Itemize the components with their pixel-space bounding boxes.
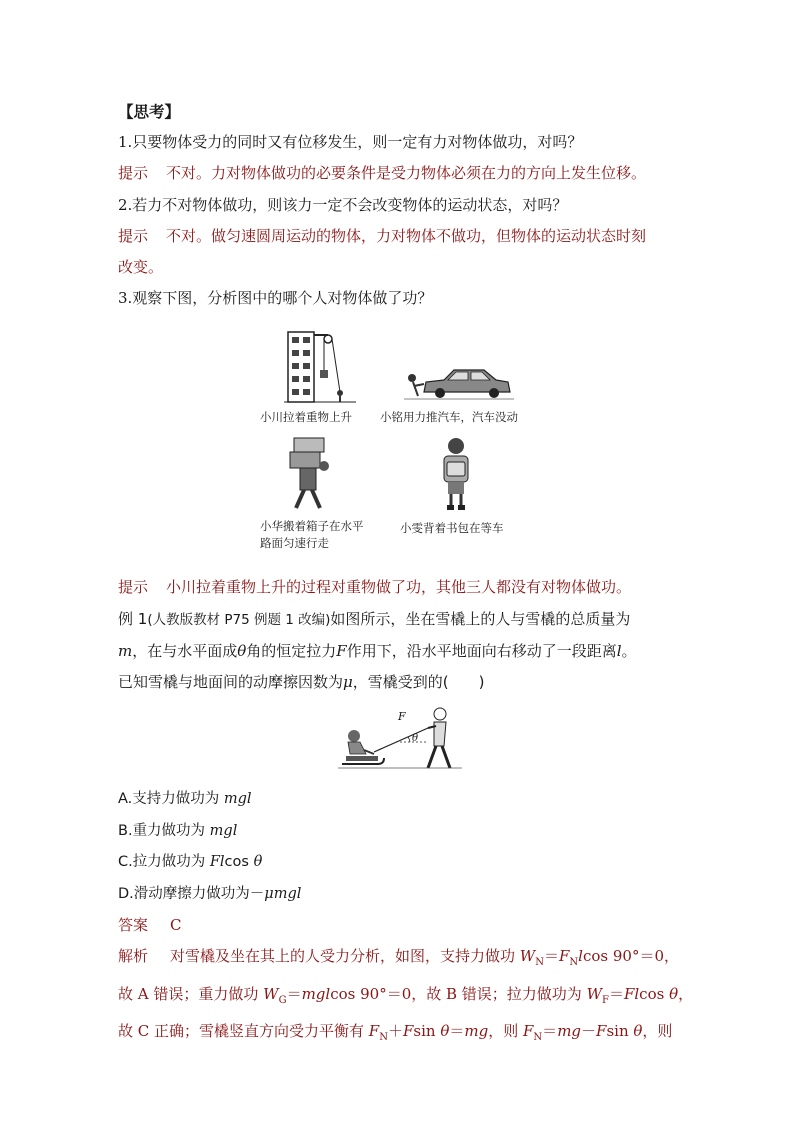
example-line-1 [118, 604, 678, 636]
example-line-3 [118, 667, 678, 698]
analysis-text: ，则 [488, 1021, 523, 1040]
option-b[interactable] [118, 816, 678, 848]
analysis-text: cos [639, 984, 670, 1003]
analysis-text: 对雪橇及坐在其上的人受力分析，如图，支持力做功 [170, 947, 520, 966]
example-source: (人教版教材 P75 例题 1 改编) [147, 611, 331, 628]
hint-2-text-line1: 不对。做匀速圆周运动的物体，力对物体不做功，但物体的运动状态时刻 [166, 226, 647, 245]
question-2: 2.若力不对物体做功，则该力一定不会改变物体的运动状态，对吗？ [118, 195, 568, 214]
question-3: 3.观察下图，分析图中的哪个人对物体做了功？ [118, 289, 433, 308]
backpack-wait-illustration [436, 436, 476, 512]
option-a[interactable] [118, 784, 678, 816]
var-F: F [336, 641, 347, 660]
analysis-label: 解析 [118, 947, 149, 966]
page-content [118, 96, 694, 1053]
hint-3-text: 小川拉着重物上升的过程对重物做了功，其他三人都没有对物体做功。 [166, 578, 632, 597]
hint-1 [118, 158, 678, 189]
option-expr-tail: cos [224, 854, 254, 871]
answer-label: 答案 [118, 916, 149, 935]
pulley-building-illustration [284, 330, 356, 404]
option-letter: B. [118, 822, 133, 839]
answer-line [118, 910, 678, 941]
hint-label: 提示 [118, 226, 149, 245]
hint-1-text: 不对。力对物体做功的必要条件是受力物体必须在力的方向上发生位移。 [166, 164, 647, 183]
hint-label: 提示 [118, 164, 149, 183]
option-letter: D. [118, 885, 134, 902]
analysis-text: sin [413, 1021, 441, 1040]
analysis-text: cos 90°＝0，故 B 错误；拉力做功为 [330, 984, 587, 1003]
analysis-text: cos 90°＝0， [582, 947, 679, 966]
example-text-2c: 作用下，沿水平地面向右移动了一段距离 [346, 641, 617, 660]
example-text-1: 如图所示，坐在雪橇上的人与雪橇的总质量为 [330, 609, 631, 628]
option-expr: μmgl [264, 885, 302, 902]
analysis-line-2: 故 A 错误；重力做功 $W_G=mglcos$ 90°＝0，故 B 错误；拉力做功为 $W_F=Flcos$ θ， [118, 984, 694, 1006]
box-caption-line2: 路面匀速行走 [260, 536, 329, 551]
pulley-caption: 小川拉着重物上升 [260, 410, 352, 425]
question-1: 1.只要物体受力的同时又有位移发生，则一定有力对物体做功，对吗？ [118, 133, 583, 152]
option-expr-var: θ [253, 854, 263, 871]
analysis-line-1: 解析 对雪橇及坐在其上的人受力分析，如图，支持力做功 $W_N=F_Nlcos$ 90°＝0， [118, 947, 679, 969]
box-carry-illustration [286, 436, 334, 512]
var-l: l [616, 641, 622, 660]
example-text-3a: 已知雪橇与地面间的动摩擦因数为 [118, 673, 344, 692]
hint-2-text-line2: 改变。 [118, 258, 164, 277]
option-text: 支持力做功为 [132, 791, 224, 808]
example-text-2b: 角的恒定拉力 [246, 641, 337, 660]
analysis-line-3: 故 C 正确；雪橇竖直方向受力平衡有 $F_N+Fsin$ θ＝mg，则 $F_N=mg-Fsin$ θ，则 [118, 1021, 673, 1043]
option-text: 滑动摩擦力做功为－ [133, 885, 265, 902]
option-expr: Fl [209, 854, 225, 871]
hint-2 [118, 221, 678, 252]
var-m: m [118, 641, 133, 660]
option-d[interactable] [118, 879, 678, 911]
option-text: 重力做功为 [132, 822, 210, 839]
analysis-text: sin [606, 1021, 634, 1040]
analysis-text: ，则 [642, 1021, 673, 1040]
box-caption-line1: 小华搬着箱子在水平 [260, 519, 364, 534]
option-letter: A. [118, 791, 133, 808]
analysis-text: ， [678, 984, 694, 1003]
hint-label: 提示 [118, 578, 149, 597]
bag-caption: 小雯背着书包在等车 [400, 521, 504, 536]
analysis-text: 故 C 正确；雪橇竖直方向受力平衡有 [118, 1021, 369, 1040]
answer-value: C [170, 916, 182, 935]
analysis-eq: ＝ [543, 947, 559, 966]
example-text-3b: ，雪橇受到的( ) [352, 673, 485, 692]
angle-label: θ [412, 733, 419, 745]
section-heading: 【思考】 [118, 102, 181, 121]
force-label: F [398, 710, 406, 724]
analysis-text: 故 A 错误；重力做功 [118, 984, 264, 1003]
box-caption [260, 518, 364, 552]
example-label: 例 1 [118, 609, 148, 628]
hint-3 [118, 572, 678, 603]
work-scenarios-figure [118, 322, 678, 562]
option-letter: C. [118, 854, 133, 871]
car-push-illustration [404, 362, 514, 404]
option-c[interactable] [118, 847, 678, 879]
car-caption: 小铭用力推汽车，汽车没动 [380, 410, 518, 425]
var-theta: θ [237, 641, 247, 660]
option-expr: mgl [223, 791, 252, 808]
option-expr: mgl [209, 822, 238, 839]
sled-figure [118, 702, 678, 780]
example-text-2a: ，在与水平面成 [132, 641, 238, 660]
option-text: 拉力做功为 [132, 854, 210, 871]
var-mu: μ [343, 673, 353, 692]
example-line-2: m，在与水平面成θ角的恒定拉力F作用下，沿水平地面向右移动了一段距离l。 [118, 641, 637, 660]
